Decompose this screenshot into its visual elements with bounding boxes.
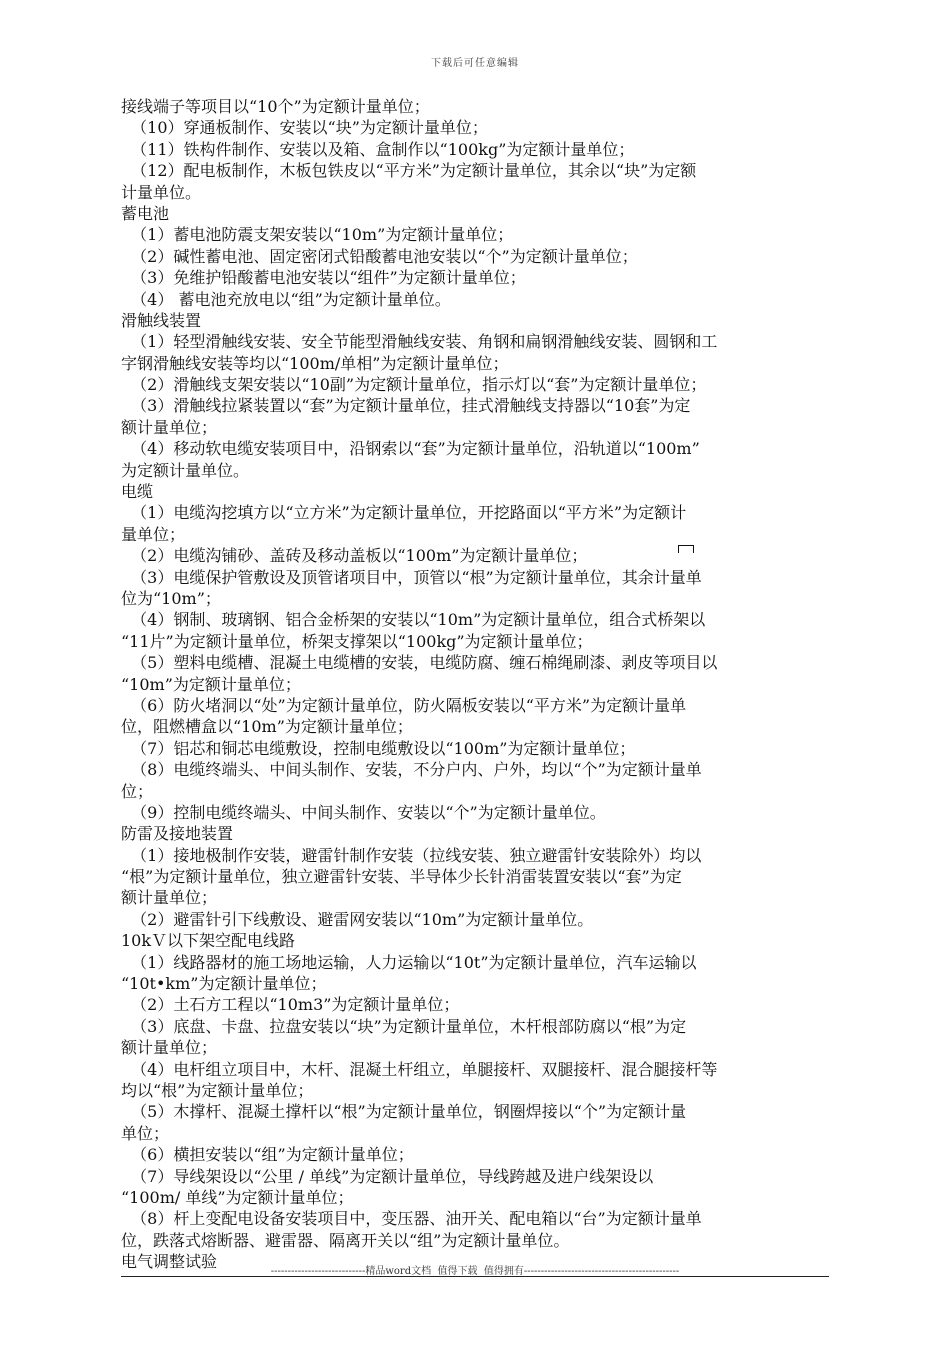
text-line: （5）塑料电缆槽、混凝土电缆槽的安装，电缆防腐、缠石棉绳刷漆、剥皮等项目以	[121, 653, 718, 673]
text-line: 滑触线装置	[121, 310, 202, 330]
text-line: 位；	[121, 781, 154, 801]
text-line: “10m”为定额计量单位；	[121, 674, 301, 694]
text-line: （1）蓄电池防震支架安装以“10m”为定额计量单位；	[121, 225, 514, 245]
page-header: 下载后可任意编辑	[431, 58, 519, 69]
text-line: “根”为定额计量单位，独立避雷针安装、半导体少长针消雷装置安装以“套”为定	[121, 867, 682, 887]
text-line: 额计量单位；	[121, 417, 218, 437]
text-line: （7）导线架设以“公里 / 单线”为定额计量单位，导线跨越及进户线架设以	[121, 1166, 654, 1186]
text-line: （3）电缆保护管敷设及顶管诸项目中，顶管以“根”为定额计量单位，其余计量单	[121, 567, 702, 587]
text-line: （3）滑触线拉紧装置以“套”为定额计量单位，挂式滑触线支持器以“10套”为定	[121, 396, 691, 416]
text-line: （4）钢制、玻璃钢、铝合金桥架的安装以“10m”为定额计量单位，组合式桥架以	[121, 610, 706, 630]
text-line: “100m/ 单线”为定额计量单位；	[121, 1187, 354, 1207]
text-line: 位，阻燃槽盒以“10m”为定额计量单位；	[121, 717, 413, 737]
text-line: 电缆	[121, 482, 154, 502]
text-line: （2）滑触线支架安装以“10副”为定额计量单位，指示灯以“套”为定额计量单位；	[121, 375, 707, 395]
text-line: （3）免维护铅酸蓄电池安装以“组件”为定额计量单位；	[121, 268, 526, 288]
text-line: 计量单位。	[121, 182, 202, 202]
text-line: （1）电缆沟挖填方以“立方米”为定额计量单位，开挖路面以“平方米”为定额计	[121, 503, 687, 523]
text-line: （1）轻型滑触线安装、安全节能型滑触线安装、角钢和扁钢滑触线安装、圆钢和工	[121, 332, 718, 352]
text-line: “10t•km”为定额计量单位；	[121, 974, 327, 994]
text-line: （4）移动软电缆安装项目中，沿钢索以“套”为定额计量单位，沿轨道以“100m”	[121, 439, 700, 459]
text-line: （12）配电板制作，木板包铁皮以“平方米”为定额计量单位，其余以“块”为定额	[121, 161, 697, 181]
text-line: 量单位；	[121, 524, 186, 544]
text-line: 电气调整试验	[121, 1252, 218, 1272]
text-line: 防雷及接地装置	[121, 824, 234, 844]
text-cursor-mark	[678, 545, 694, 553]
text-line: （2）电缆沟铺砂、盖砖及移动盖板以“100m”为定额计量单位；	[121, 546, 588, 566]
text-line: （10）穿通板制作、安装以“块”为定额计量单位；	[121, 118, 488, 138]
text-line: （7）铝芯和铜芯电缆敷设，控制电缆敷设以“100m”为定额计量单位；	[121, 738, 636, 758]
text-line: （2）碱性蓄电池、固定密闭式铅酸蓄电池安装以“个”为定额计量单位；	[121, 246, 638, 266]
text-line: （1）线路器材的施工场地运输，人力运输以“10t”为定额计量单位，汽车运输以	[121, 952, 697, 972]
text-line: （2）避雷针引下线敷设、避雷网安装以“10m”为定额计量单位。	[121, 909, 594, 929]
footer-rule	[121, 1276, 829, 1277]
text-line: 蓄电池	[121, 203, 170, 223]
text-line: 位，跌落式熔断器、避雷器、隔离开关以“组”为定额计量单位。	[121, 1230, 570, 1250]
text-line: 为定额计量单位。	[121, 460, 250, 480]
text-line: （11）铁构件制作、安装以及箱、盒制作以“100kg”为定额计量单位；	[121, 139, 635, 159]
text-line: （8）电缆终端头、中间头制作、安装，不分户内、户外，均以“个”为定额计量单	[121, 760, 702, 780]
text-line: （4）电杆组立项目中，木杆、混凝土杆组立，单腿接杆、双腿接杆、混合腿接杆等	[121, 1059, 718, 1079]
text-line: “11片”为定额计量单位，桥架支撑架以“100kg”为定额计量单位；	[121, 631, 593, 651]
text-line: （5）木撑杆、混凝土撑杆以“根”为定额计量单位，钢圈焊接以“个”为定额计量	[121, 1102, 687, 1122]
text-line: （6）防火堵洞以“处”为定额计量单位，防火隔板安装以“平方米”为定额计量单	[121, 695, 687, 715]
text-line: 额计量单位；	[121, 888, 218, 908]
text-line: 10kＶ以下架空配电线路	[121, 931, 296, 951]
text-line: 字钢滑触线安装等均以“100m/单相”为定额计量单位；	[121, 353, 509, 373]
text-line: 均以“根”为定额计量单位；	[121, 1080, 314, 1100]
text-line: （9）控制电缆终端头、中间头制作、安装以“个”为定额计量单位。	[121, 802, 606, 822]
text-line: 位为“10m”；	[121, 588, 221, 608]
text-line: （6）横担安装以“组”为定额计量单位；	[121, 1145, 414, 1165]
document-body	[121, 96, 831, 1272]
text-line: 单位；	[121, 1123, 170, 1143]
text-line: （3）底盘、卡盘、拉盘安装以“块”为定额计量单位，木杆根部防腐以“根”为定	[121, 1016, 687, 1036]
text-line: （1）接地极制作安装，避雷针制作安装（拉线安装、独立避雷针安装除外）均以	[121, 845, 702, 865]
text-line: （4） 蓄电池充放电以“组”为定额计量单位。	[121, 289, 451, 309]
page-footer: ----------------------------精品word文档 值得下载 值得拥有----------------------------------------------	[270, 1266, 680, 1277]
text-line: （8）杆上变配电设备安装项目中，变压器、油开关、配电箱以“台”为定额计量单	[121, 1209, 702, 1229]
text-line: 接线端子等项目以“10个”为定额计量单位；	[121, 97, 430, 116]
text-line: （2）土石方工程以“10m3”为定额计量单位；	[121, 995, 460, 1015]
text-line: 额计量单位；	[121, 1038, 218, 1058]
